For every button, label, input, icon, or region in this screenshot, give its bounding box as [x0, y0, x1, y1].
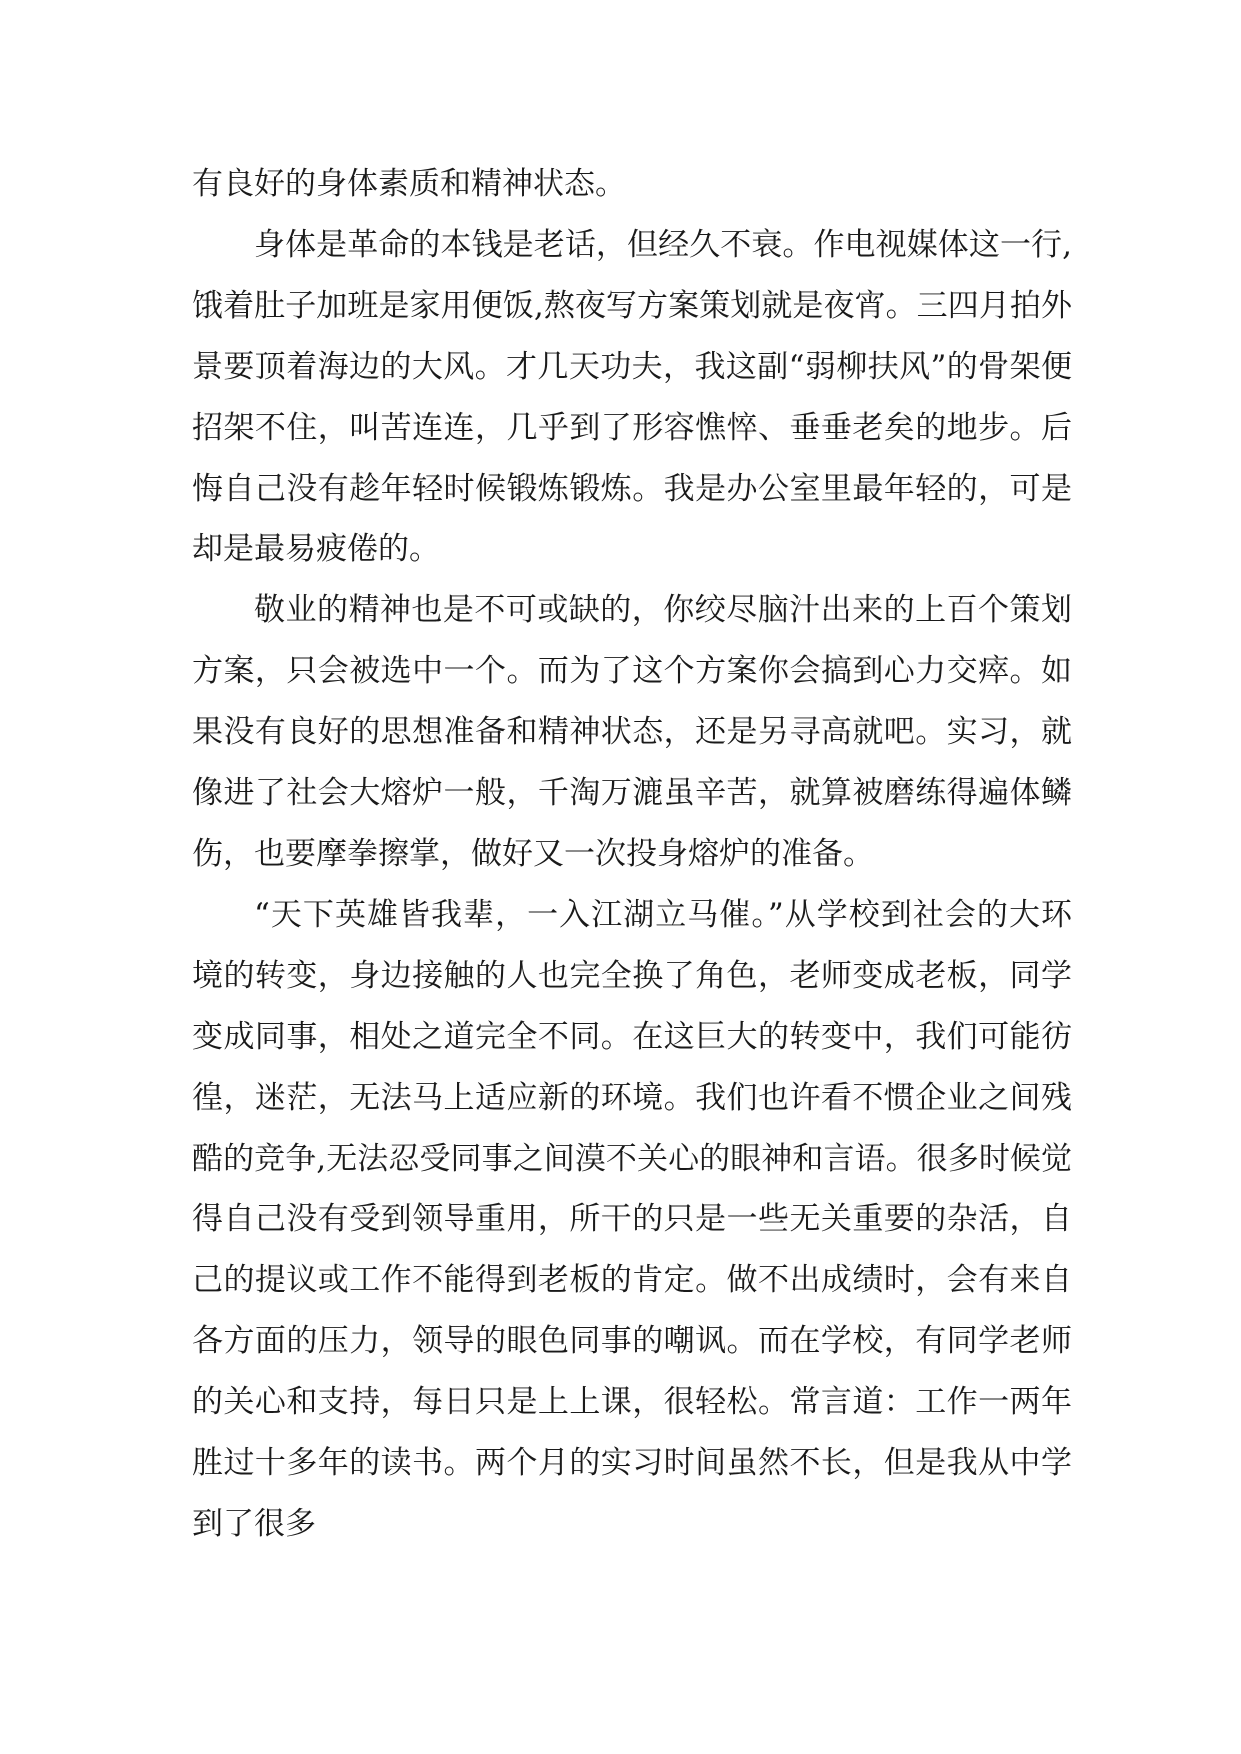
paragraph-dedication: 敬业的精神也是不可或缺的，你绞尽脑汁出来的上百个策划方案，只会被选中一个。而为了这个方案你会搞到心力交瘁。如果没有良好的思想准备和精神状态，还是另寻高就吧。实习，就像进了社会大熔炉一般，千淘万漉虽辛苦，就算被磨练得遍体鳞伤，也要摩拳擦掌，做好又一次投身熔炉的准备。 [192, 592, 1072, 872]
paragraph-health: 身体是革命的本钱是老话，但经久不衰。作电视媒体这一行,饿着肚子加班是家用便饭,熬夜写方案策划就是夜宵。三四月拍外景要顶着海边的大风。才几天功夫，我这副“弱柳扶风”的骨架便招架不住，叫苦连连，几乎到了形容憔悴、垂垂老矣的地步。后悔自己没有趁年轻时候锻炼锻炼。我是办公室里最年轻的，可是却是最易疲倦的。 [192, 226, 1072, 568]
body-text [192, 154, 1072, 1555]
paragraph-continuation: 有良好的身体素质和精神状态。 [192, 166, 626, 202]
paragraph-transition: “天下英雄皆我辈，一入江湖立马催。”从学校到社会的大环境的转变，身边接触的人也完全换了角色，老师变成老板，同学变成同事，相处之道完全不同。在这巨大的转变中，我们可能彷徨，迷茫，无法马上适应新的环境。我们也许看不惯企业之间残酷的竞争,无法忍受同事之间漠不关心的眼神和言语。很多时候觉得自己没有受到领导重用，所干的只是一些无关重要的杂活，自己的提议或工作不能得到老板的肯定。做不出成绩时，会有来自各方面的压力，领导的眼色同事的嘲讽。而在学校，有同学老师的关心和支持，每日只是上上课，很轻松。常言道：工作一两年胜过十多年的读书。两个月的实习时间虽然不长，但是我从中学到了很多 [192, 896, 1072, 1542]
